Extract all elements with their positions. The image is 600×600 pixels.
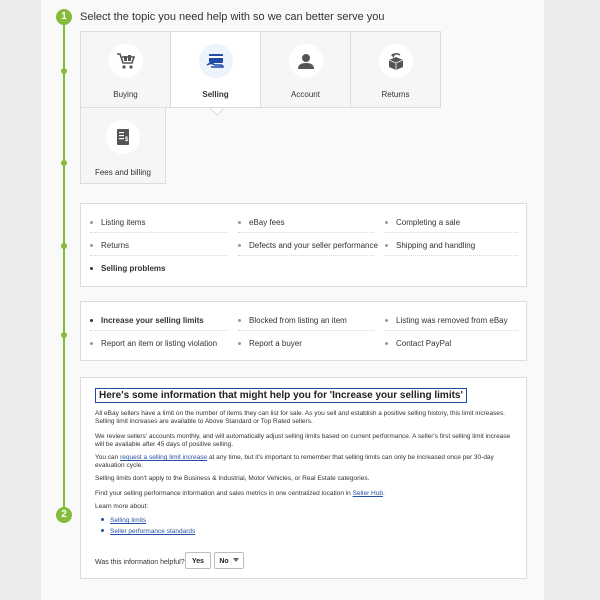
topic-fees-billing-label: Fees and billing bbox=[94, 168, 152, 177]
divider bbox=[238, 232, 374, 233]
divider bbox=[90, 232, 228, 233]
subtopic-panel bbox=[80, 203, 527, 287]
topic-returns-label: Returns bbox=[381, 90, 410, 99]
chevron-down-icon bbox=[233, 558, 239, 562]
subtopic-returns[interactable]: Returns bbox=[90, 241, 129, 250]
timeline-line bbox=[63, 16, 65, 516]
subtopic-selling-problems[interactable]: Selling problems bbox=[90, 264, 165, 273]
subtopic-ebay-fees[interactable]: eBay fees bbox=[238, 218, 285, 227]
subtopic-shipping[interactable]: Shipping and handling bbox=[385, 241, 475, 250]
user-icon bbox=[289, 44, 323, 78]
topic-buying[interactable] bbox=[80, 31, 171, 108]
helpful-label: Was this information helpful? bbox=[95, 559, 185, 566]
yes-button[interactable]: Yes bbox=[185, 552, 211, 569]
topic-buying-label: Buying bbox=[113, 90, 138, 99]
selling-limits-link[interactable]: Selling limits bbox=[101, 517, 146, 524]
step-2-badge: 2 bbox=[56, 507, 72, 523]
info-paragraph: Selling limits don't apply to the Business & Industrial, Motor Vehicles, or Real Estate categories. bbox=[95, 475, 370, 482]
problem-listing-removed[interactable]: Listing was removed from eBay bbox=[385, 316, 508, 325]
request-limit-increase-link[interactable]: request a selling limit increase bbox=[120, 454, 208, 461]
cart-icon bbox=[109, 44, 143, 78]
divider bbox=[385, 232, 518, 233]
divider bbox=[90, 330, 228, 331]
info-paragraph: All eBay sellers have a limit on the number of items they can list for sale. As you sell and establish a positive selling history, this limit increases. Selling limit increases are available to Above Standard or Top Rated sellers. bbox=[95, 410, 505, 425]
problem-contact-paypal[interactable]: Contact PayPal bbox=[385, 339, 451, 348]
selected-pointer bbox=[210, 108, 224, 116]
box-return-icon bbox=[379, 44, 413, 78]
invoice-dollar-icon bbox=[106, 120, 140, 154]
problem-panel bbox=[80, 301, 527, 361]
divider bbox=[238, 255, 374, 256]
step-1-badge: 1 bbox=[56, 9, 72, 25]
subtopic-listing-items[interactable]: Listing items bbox=[90, 218, 145, 227]
subtopic-defects[interactable]: Defects and your seller performance bbox=[238, 241, 378, 250]
info-title: Here's some information that might help you for 'Increase your selling limits' bbox=[95, 388, 467, 403]
svg-text:$: $ bbox=[125, 137, 129, 143]
info-paragraph: Find your selling performance information and sales metrics in one centralized location in Seller Hub. bbox=[95, 490, 385, 497]
problem-increase-limits[interactable]: Increase your selling limits bbox=[90, 316, 204, 325]
topic-returns[interactable] bbox=[350, 31, 441, 108]
seller-performance-link[interactable]: Seller performance standards bbox=[101, 528, 195, 535]
timeline-dot bbox=[61, 68, 67, 74]
card-icon bbox=[199, 44, 233, 78]
divider bbox=[385, 255, 518, 256]
divider bbox=[238, 330, 374, 331]
divider bbox=[385, 330, 518, 331]
problem-report-item[interactable]: Report an item or listing violation bbox=[90, 339, 217, 348]
topic-fees-billing[interactable] bbox=[80, 107, 166, 184]
info-paragraph: You can request a selling limit increase at any time, but it's important to remember that selling limits can only be increased once per 30-day evaluation cycle. bbox=[95, 454, 494, 469]
learn-more-label: Learn more about: bbox=[95, 503, 149, 510]
timeline-dot bbox=[61, 160, 67, 166]
no-dropdown-button[interactable]: No bbox=[214, 552, 244, 569]
timeline-dot bbox=[61, 332, 67, 338]
step-1-title: Select the topic you need help with so we can better serve you bbox=[80, 11, 385, 23]
timeline-dot bbox=[61, 243, 67, 249]
topic-account-label: Account bbox=[291, 90, 320, 99]
problem-report-buyer[interactable]: Report a buyer bbox=[238, 339, 302, 348]
subtopic-completing-sale[interactable]: Completing a sale bbox=[385, 218, 460, 227]
topic-selling-label: Selling bbox=[202, 90, 229, 99]
problem-blocked-listing[interactable]: Blocked from listing an item bbox=[238, 316, 347, 325]
topic-selling[interactable] bbox=[170, 31, 261, 108]
seller-hub-link[interactable]: Seller Hub bbox=[352, 490, 383, 497]
info-panel bbox=[80, 377, 527, 579]
divider bbox=[90, 255, 228, 256]
topic-account[interactable] bbox=[260, 31, 351, 108]
info-paragraph: We review sellers' accounts monthly, and will automatically adjust selling limits based on current performance. A seller's first selling limit increase will be available after 45 days of positive selling. bbox=[95, 433, 511, 448]
